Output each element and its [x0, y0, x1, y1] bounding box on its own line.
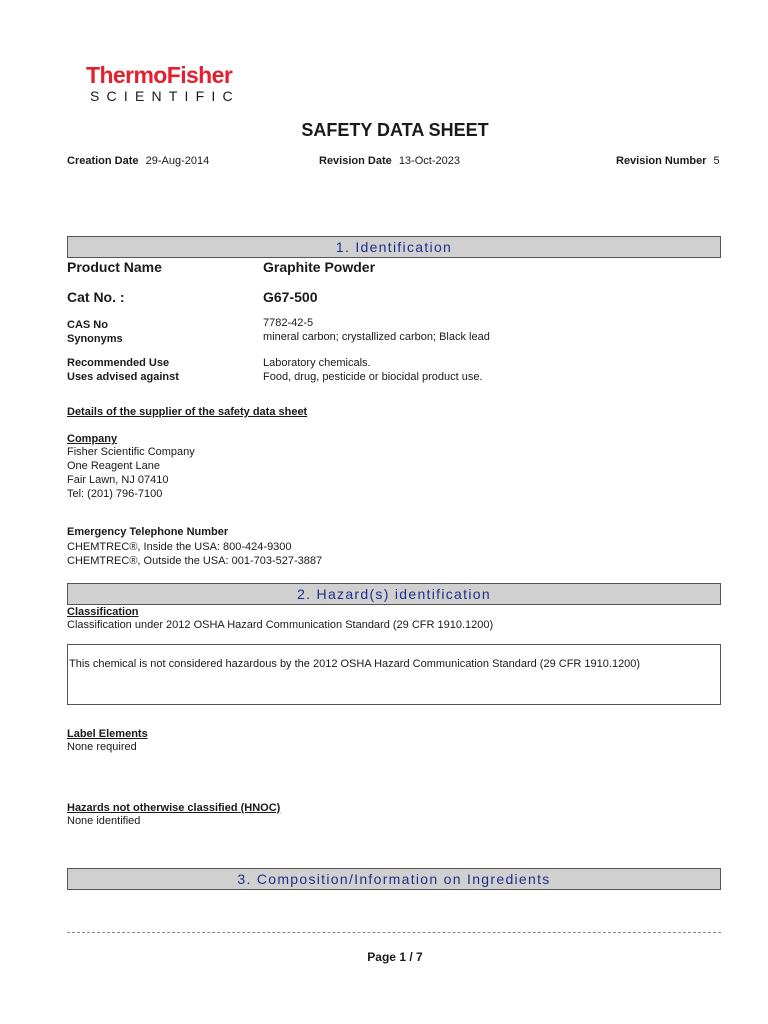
creation-date-value: 29-Aug-2014	[145, 155, 210, 167]
label-elements-heading: Label Elements	[67, 728, 148, 740]
company-line: Fisher Scientific Company	[67, 446, 195, 458]
brand-logo: ThermoFisher	[86, 62, 233, 88]
emergency-phone-heading: Emergency Telephone Number	[67, 526, 229, 538]
revision-number-label: Revision Number	[616, 155, 707, 167]
hazard-statement-box: This chemical is not considered hazardous by the 2012 OSHA Hazard Communication Standard (29 CFR 1910.1200)	[67, 644, 721, 705]
recommended-use-value: Laboratory chemicals.	[263, 357, 371, 369]
synonyms-label: Synonyms	[67, 333, 123, 345]
footer-divider	[67, 932, 721, 933]
company-heading: Company	[67, 433, 118, 445]
product-name-value: Graphite Powder	[263, 259, 376, 275]
revision-number	[616, 155, 720, 167]
company-line: One Reagent Lane	[67, 460, 160, 472]
classification-text: Classification under 2012 OSHA Hazard Communication Standard (29 CFR 1910.1200)	[67, 619, 494, 631]
uses-advised-against-value: Food, drug, pesticide or biocidal product use.	[263, 371, 483, 383]
section-3-header: 3. Composition/Information on Ingredients	[67, 868, 721, 890]
cas-no-value: 7782-42-5	[263, 317, 314, 329]
page-number-value: 1 / 7	[399, 950, 423, 964]
creation-date-label: Creation Date	[67, 155, 139, 167]
hnoc-heading: Hazards not otherwise classified (HNOC)	[67, 802, 281, 814]
creation-date	[67, 155, 209, 167]
company-line: Tel: (201) 796-7100	[67, 488, 163, 500]
emergency-phone-lines	[67, 540, 322, 568]
section-1-header: 1. Identification	[67, 236, 721, 258]
page-number-label: Page	[367, 950, 396, 964]
synonyms-value: mineral carbon; crystallized carbon; Black lead	[263, 331, 490, 343]
supplier-details-heading: Details of the supplier of the safety data sheet	[67, 406, 308, 418]
revision-date-label: Revision Date	[319, 155, 392, 167]
brand-logo-subtitle: SCIENTIFIC	[90, 88, 240, 104]
emergency-line: CHEMTREC®, Inside the USA: 800-424-9300	[67, 541, 292, 553]
cat-no-label: Cat No. :	[67, 289, 125, 305]
document-title: SAFETY DATA SHEET	[301, 120, 489, 140]
revision-number-value: 5	[713, 155, 720, 167]
section-2-header: 2. Hazard(s) identification	[67, 583, 721, 605]
revision-date-value: 13-Oct-2023	[398, 155, 460, 167]
label-elements-text: None required	[67, 741, 137, 753]
company-address	[67, 445, 195, 501]
hnoc-text: None identified	[67, 815, 141, 827]
product-name-label: Product Name	[67, 259, 162, 275]
recommended-use-label: Recommended Use	[67, 357, 170, 369]
classification-heading: Classification	[67, 606, 139, 618]
revision-date	[319, 155, 460, 167]
cat-no-value: G67-500	[263, 289, 318, 305]
uses-advised-against-label: Uses advised against	[67, 371, 179, 383]
cas-no-label: CAS No	[67, 319, 108, 331]
company-line: Fair Lawn, NJ 07410	[67, 474, 169, 486]
page-number	[0, 950, 768, 964]
emergency-line: CHEMTREC®, Outside the USA: 001-703-527-3887	[67, 555, 323, 567]
